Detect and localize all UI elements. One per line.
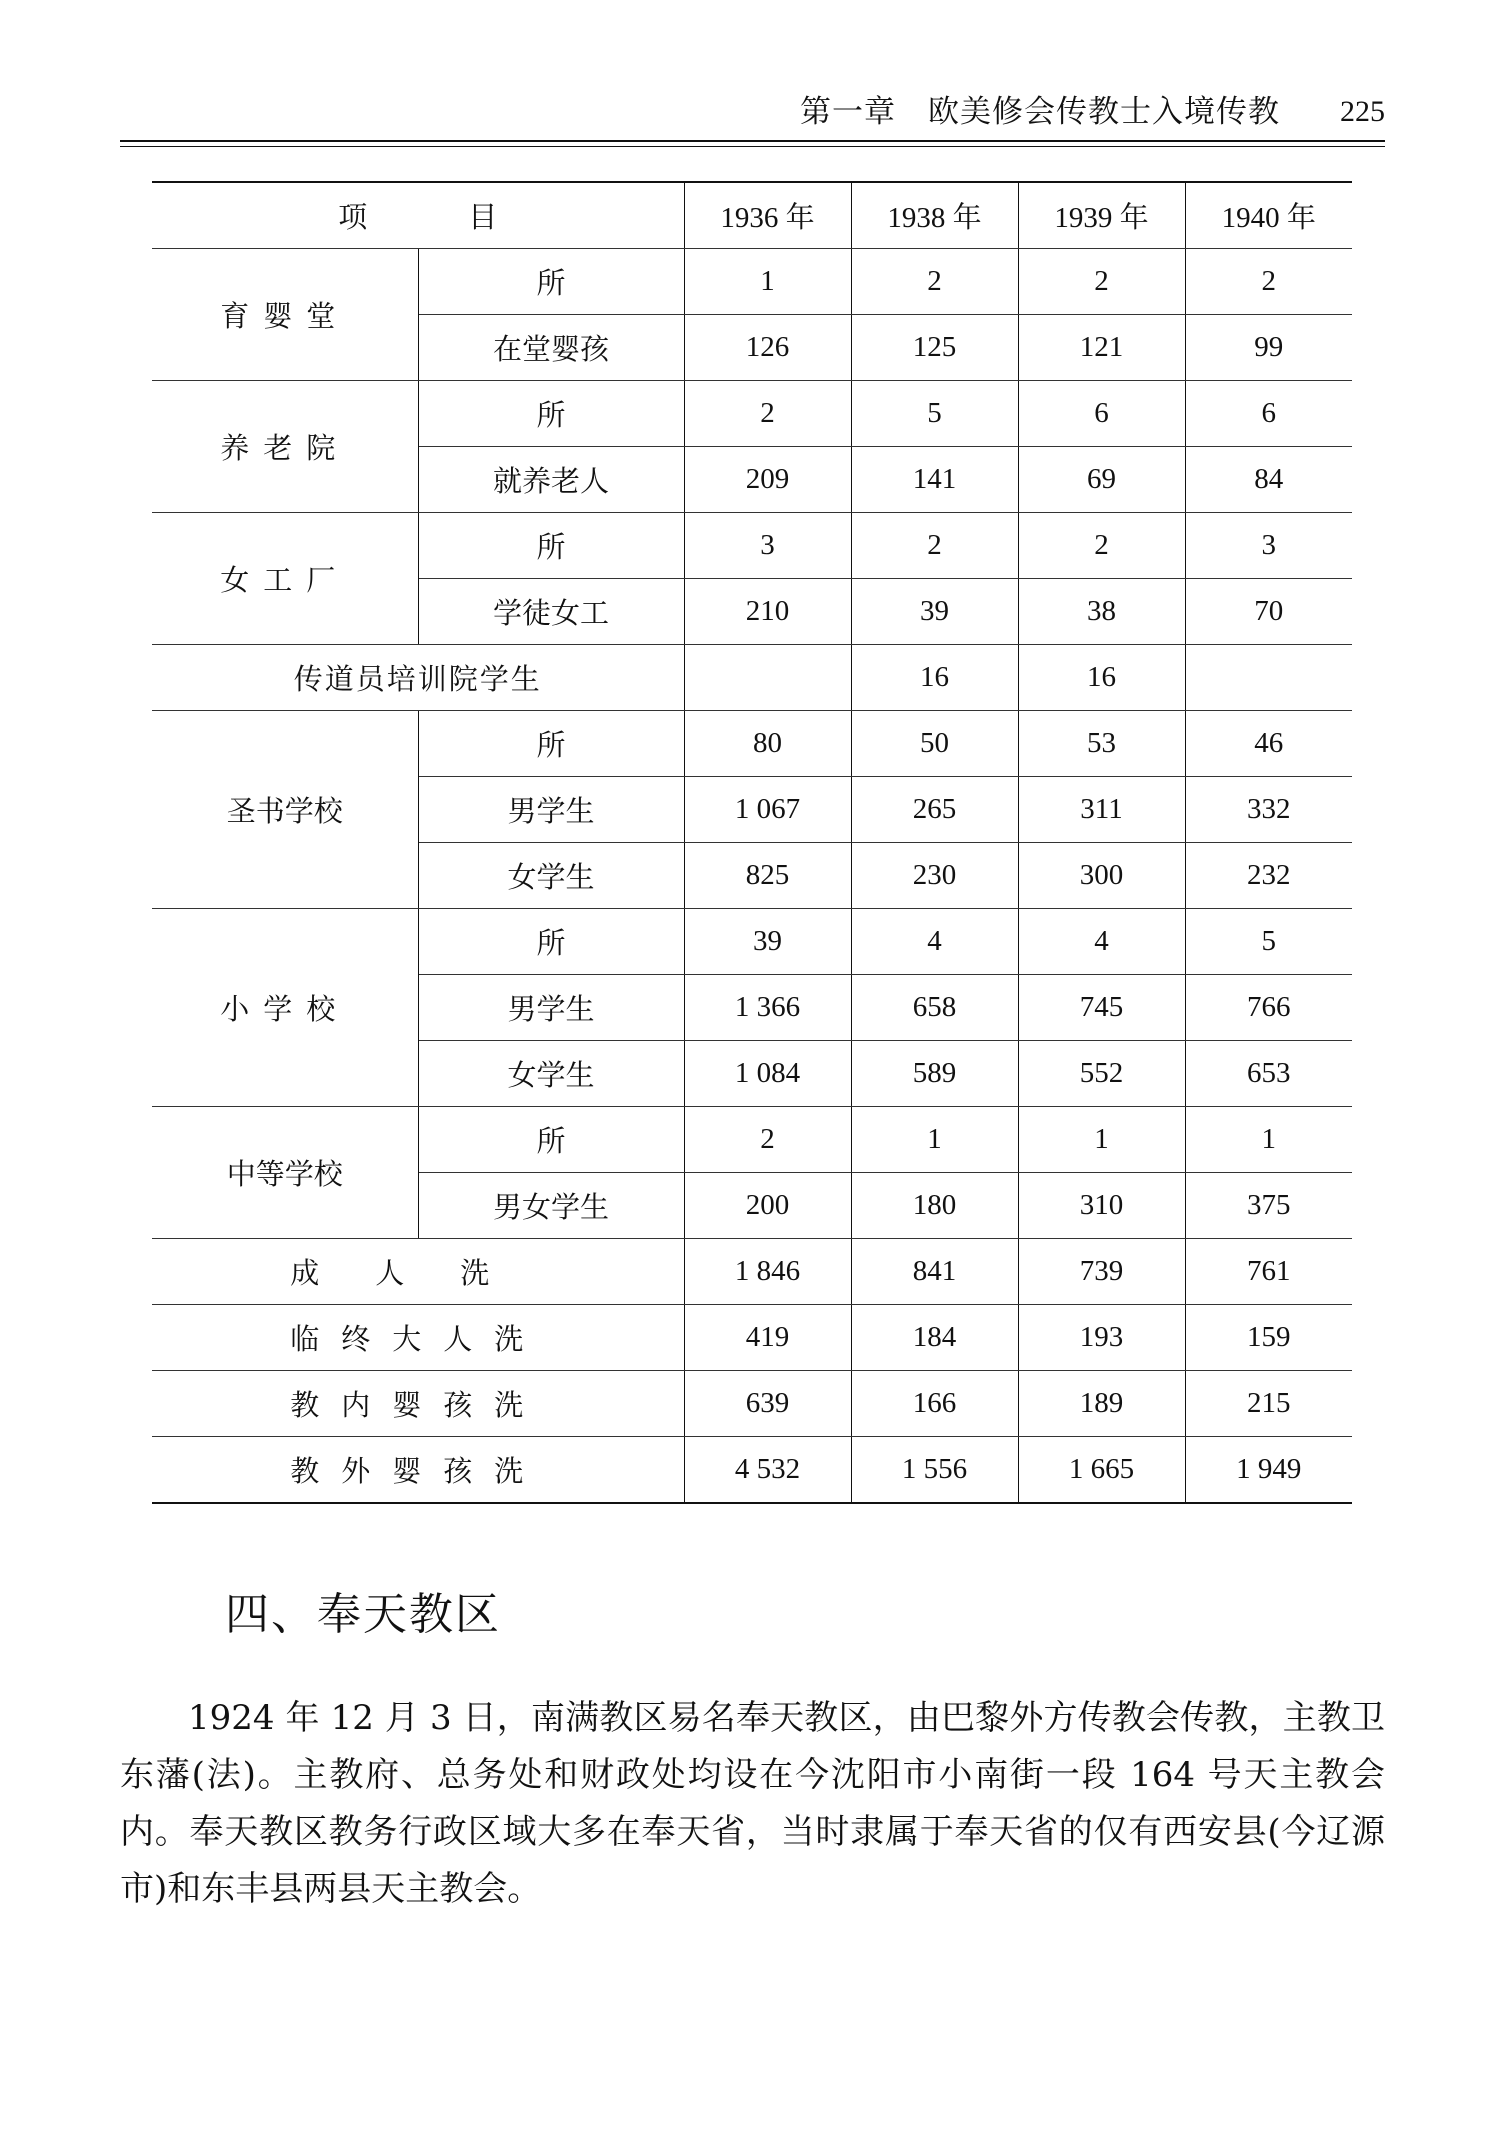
cell-value: 232 xyxy=(1185,843,1352,909)
table-header-row xyxy=(152,182,1352,249)
cell-value: 332 xyxy=(1185,777,1352,843)
table-row xyxy=(152,513,1352,579)
row-label: 所 xyxy=(418,381,684,447)
row-label: 所 xyxy=(418,249,684,315)
cell-value: 84 xyxy=(1185,447,1352,513)
table-row xyxy=(152,249,1352,315)
cell-value: 2 xyxy=(1018,513,1185,579)
cell-value: 1 xyxy=(1018,1107,1185,1173)
table-row xyxy=(152,1437,1352,1504)
cell-value: 375 xyxy=(1185,1173,1352,1239)
cell-value: 126 xyxy=(684,315,851,381)
cell-value: 5 xyxy=(851,381,1018,447)
cell-value: 99 xyxy=(1185,315,1352,381)
cell-value: 653 xyxy=(1185,1041,1352,1107)
cell-value: 825 xyxy=(684,843,851,909)
cell-value xyxy=(684,645,851,711)
cell-value: 2 xyxy=(1185,249,1352,315)
row-label: 所 xyxy=(418,711,684,777)
page-header xyxy=(120,92,1385,132)
cell-value: 1 067 xyxy=(684,777,851,843)
cell-value: 841 xyxy=(851,1239,1018,1305)
table-row xyxy=(152,909,1352,975)
cell-value: 39 xyxy=(851,579,1018,645)
cell-value: 4 xyxy=(851,909,1018,975)
cell-value: 589 xyxy=(851,1041,1018,1107)
cell-value: 1 xyxy=(1185,1107,1352,1173)
table-row xyxy=(152,711,1352,777)
cell-value: 16 xyxy=(851,645,1018,711)
cell-value: 46 xyxy=(1185,711,1352,777)
cell-value: 200 xyxy=(684,1173,851,1239)
cell-value: 6 xyxy=(1185,381,1352,447)
row-label: 男学生 xyxy=(418,777,684,843)
cell-value: 2 xyxy=(851,249,1018,315)
row-label: 所 xyxy=(418,1107,684,1173)
cell-value: 265 xyxy=(851,777,1018,843)
cell-value: 230 xyxy=(851,843,1018,909)
row-label: 学徒女工 xyxy=(418,579,684,645)
cell-value: 210 xyxy=(684,579,851,645)
cell-value: 6 xyxy=(1018,381,1185,447)
header-rule-thick xyxy=(120,140,1385,142)
cell-value: 80 xyxy=(684,711,851,777)
page-number: 225 xyxy=(1340,95,1385,128)
cell-value: 180 xyxy=(851,1173,1018,1239)
cell-value: 209 xyxy=(684,447,851,513)
group-label: 圣书学校 xyxy=(152,711,418,909)
cell-value: 739 xyxy=(1018,1239,1185,1305)
cell-value: 215 xyxy=(1185,1371,1352,1437)
row-label: 女学生 xyxy=(418,843,684,909)
cell-value: 1 084 xyxy=(684,1041,851,1107)
header-year-1936: 1936 年 xyxy=(684,182,851,249)
cell-value xyxy=(1185,645,1352,711)
cell-value: 4 xyxy=(1018,909,1185,975)
table-row xyxy=(152,1371,1352,1437)
row-label: 教外婴孩洗 xyxy=(152,1437,684,1504)
cell-value: 50 xyxy=(851,711,1018,777)
cell-value: 1 366 xyxy=(684,975,851,1041)
table-row xyxy=(152,381,1352,447)
cell-value: 5 xyxy=(1185,909,1352,975)
cell-value: 69 xyxy=(1018,447,1185,513)
row-label: 在堂婴孩 xyxy=(418,315,684,381)
header-year-1940: 1940 年 xyxy=(1185,182,1352,249)
cell-value: 1 556 xyxy=(851,1437,1018,1504)
group-label: 育婴堂 xyxy=(152,249,418,381)
cell-value: 311 xyxy=(1018,777,1185,843)
cell-value: 121 xyxy=(1018,315,1185,381)
row-label: 传道员培训院学生 xyxy=(152,645,684,711)
cell-value: 761 xyxy=(1185,1239,1352,1305)
row-label: 教内婴孩洗 xyxy=(152,1371,684,1437)
group-label: 女工厂 xyxy=(152,513,418,645)
row-label: 男女学生 xyxy=(418,1173,684,1239)
cell-value: 1 846 xyxy=(684,1239,851,1305)
row-label: 男学生 xyxy=(418,975,684,1041)
cell-value: 419 xyxy=(684,1305,851,1371)
cell-value: 159 xyxy=(1185,1305,1352,1371)
row-label: 女学生 xyxy=(418,1041,684,1107)
row-label: 就养老人 xyxy=(418,447,684,513)
cell-value: 189 xyxy=(1018,1371,1185,1437)
header-item-a: 项 xyxy=(338,200,368,234)
header-item-cell xyxy=(152,182,684,249)
row-label: 所 xyxy=(418,513,684,579)
cell-value: 2 xyxy=(851,513,1018,579)
header-rule-thin xyxy=(120,146,1385,147)
row-label: 临终大人洗 xyxy=(152,1305,684,1371)
cell-value: 39 xyxy=(684,909,851,975)
cell-value: 2 xyxy=(1018,249,1185,315)
chapter-title: 第一章 欧美修会传教士入境传教 xyxy=(800,94,1280,130)
row-label: 所 xyxy=(418,909,684,975)
cell-value: 2 xyxy=(684,381,851,447)
cell-value: 38 xyxy=(1018,579,1185,645)
cell-value: 184 xyxy=(851,1305,1018,1371)
cell-value: 3 xyxy=(1185,513,1352,579)
cell-value: 1 xyxy=(851,1107,1018,1173)
cell-value: 3 xyxy=(684,513,851,579)
cell-value: 166 xyxy=(851,1371,1018,1437)
cell-value: 2 xyxy=(684,1107,851,1173)
cell-value: 141 xyxy=(851,447,1018,513)
cell-value: 658 xyxy=(851,975,1018,1041)
cell-value: 310 xyxy=(1018,1173,1185,1239)
group-label: 养老院 xyxy=(152,381,418,513)
table-row xyxy=(152,645,1352,711)
header-year-1939: 1939 年 xyxy=(1018,182,1185,249)
cell-value: 16 xyxy=(1018,645,1185,711)
statistics-table xyxy=(152,181,1352,1504)
cell-value: 1 665 xyxy=(1018,1437,1185,1504)
cell-value: 300 xyxy=(1018,843,1185,909)
table-row xyxy=(152,1305,1352,1371)
body-paragraph: 1924 年 12 月 3 日，南满教区易名奉天教区，由巴黎外方传教会传教，主教卫东藩(法)。主教府、总务处和财政处均设在今沈阳市小南街一段 164 号天主教会内。奉天教区教务行政区域大多在奉天省，当时隶属于奉天省的仅有西安县(今辽源市)和东丰县两县天主教会。 xyxy=(120,1698,1385,1909)
cell-value: 552 xyxy=(1018,1041,1185,1107)
cell-value: 639 xyxy=(684,1371,851,1437)
cell-value: 4 532 xyxy=(684,1437,851,1504)
cell-value: 745 xyxy=(1018,975,1185,1041)
cell-value: 53 xyxy=(1018,711,1185,777)
table-row xyxy=(152,1107,1352,1173)
section-heading: 四、奉天教区 xyxy=(225,1589,501,1640)
group-label: 小学校 xyxy=(152,909,418,1107)
cell-value: 193 xyxy=(1018,1305,1185,1371)
header-year-1938: 1938 年 xyxy=(851,182,1018,249)
cell-value: 70 xyxy=(1185,579,1352,645)
cell-value: 1 949 xyxy=(1185,1437,1352,1504)
table-row xyxy=(152,1239,1352,1305)
cell-value: 125 xyxy=(851,315,1018,381)
cell-value: 766 xyxy=(1185,975,1352,1041)
header-item-b: 目 xyxy=(468,200,498,234)
row-label: 成人洗 xyxy=(152,1239,684,1305)
group-label: 中等学校 xyxy=(152,1107,418,1239)
cell-value: 1 xyxy=(684,249,851,315)
